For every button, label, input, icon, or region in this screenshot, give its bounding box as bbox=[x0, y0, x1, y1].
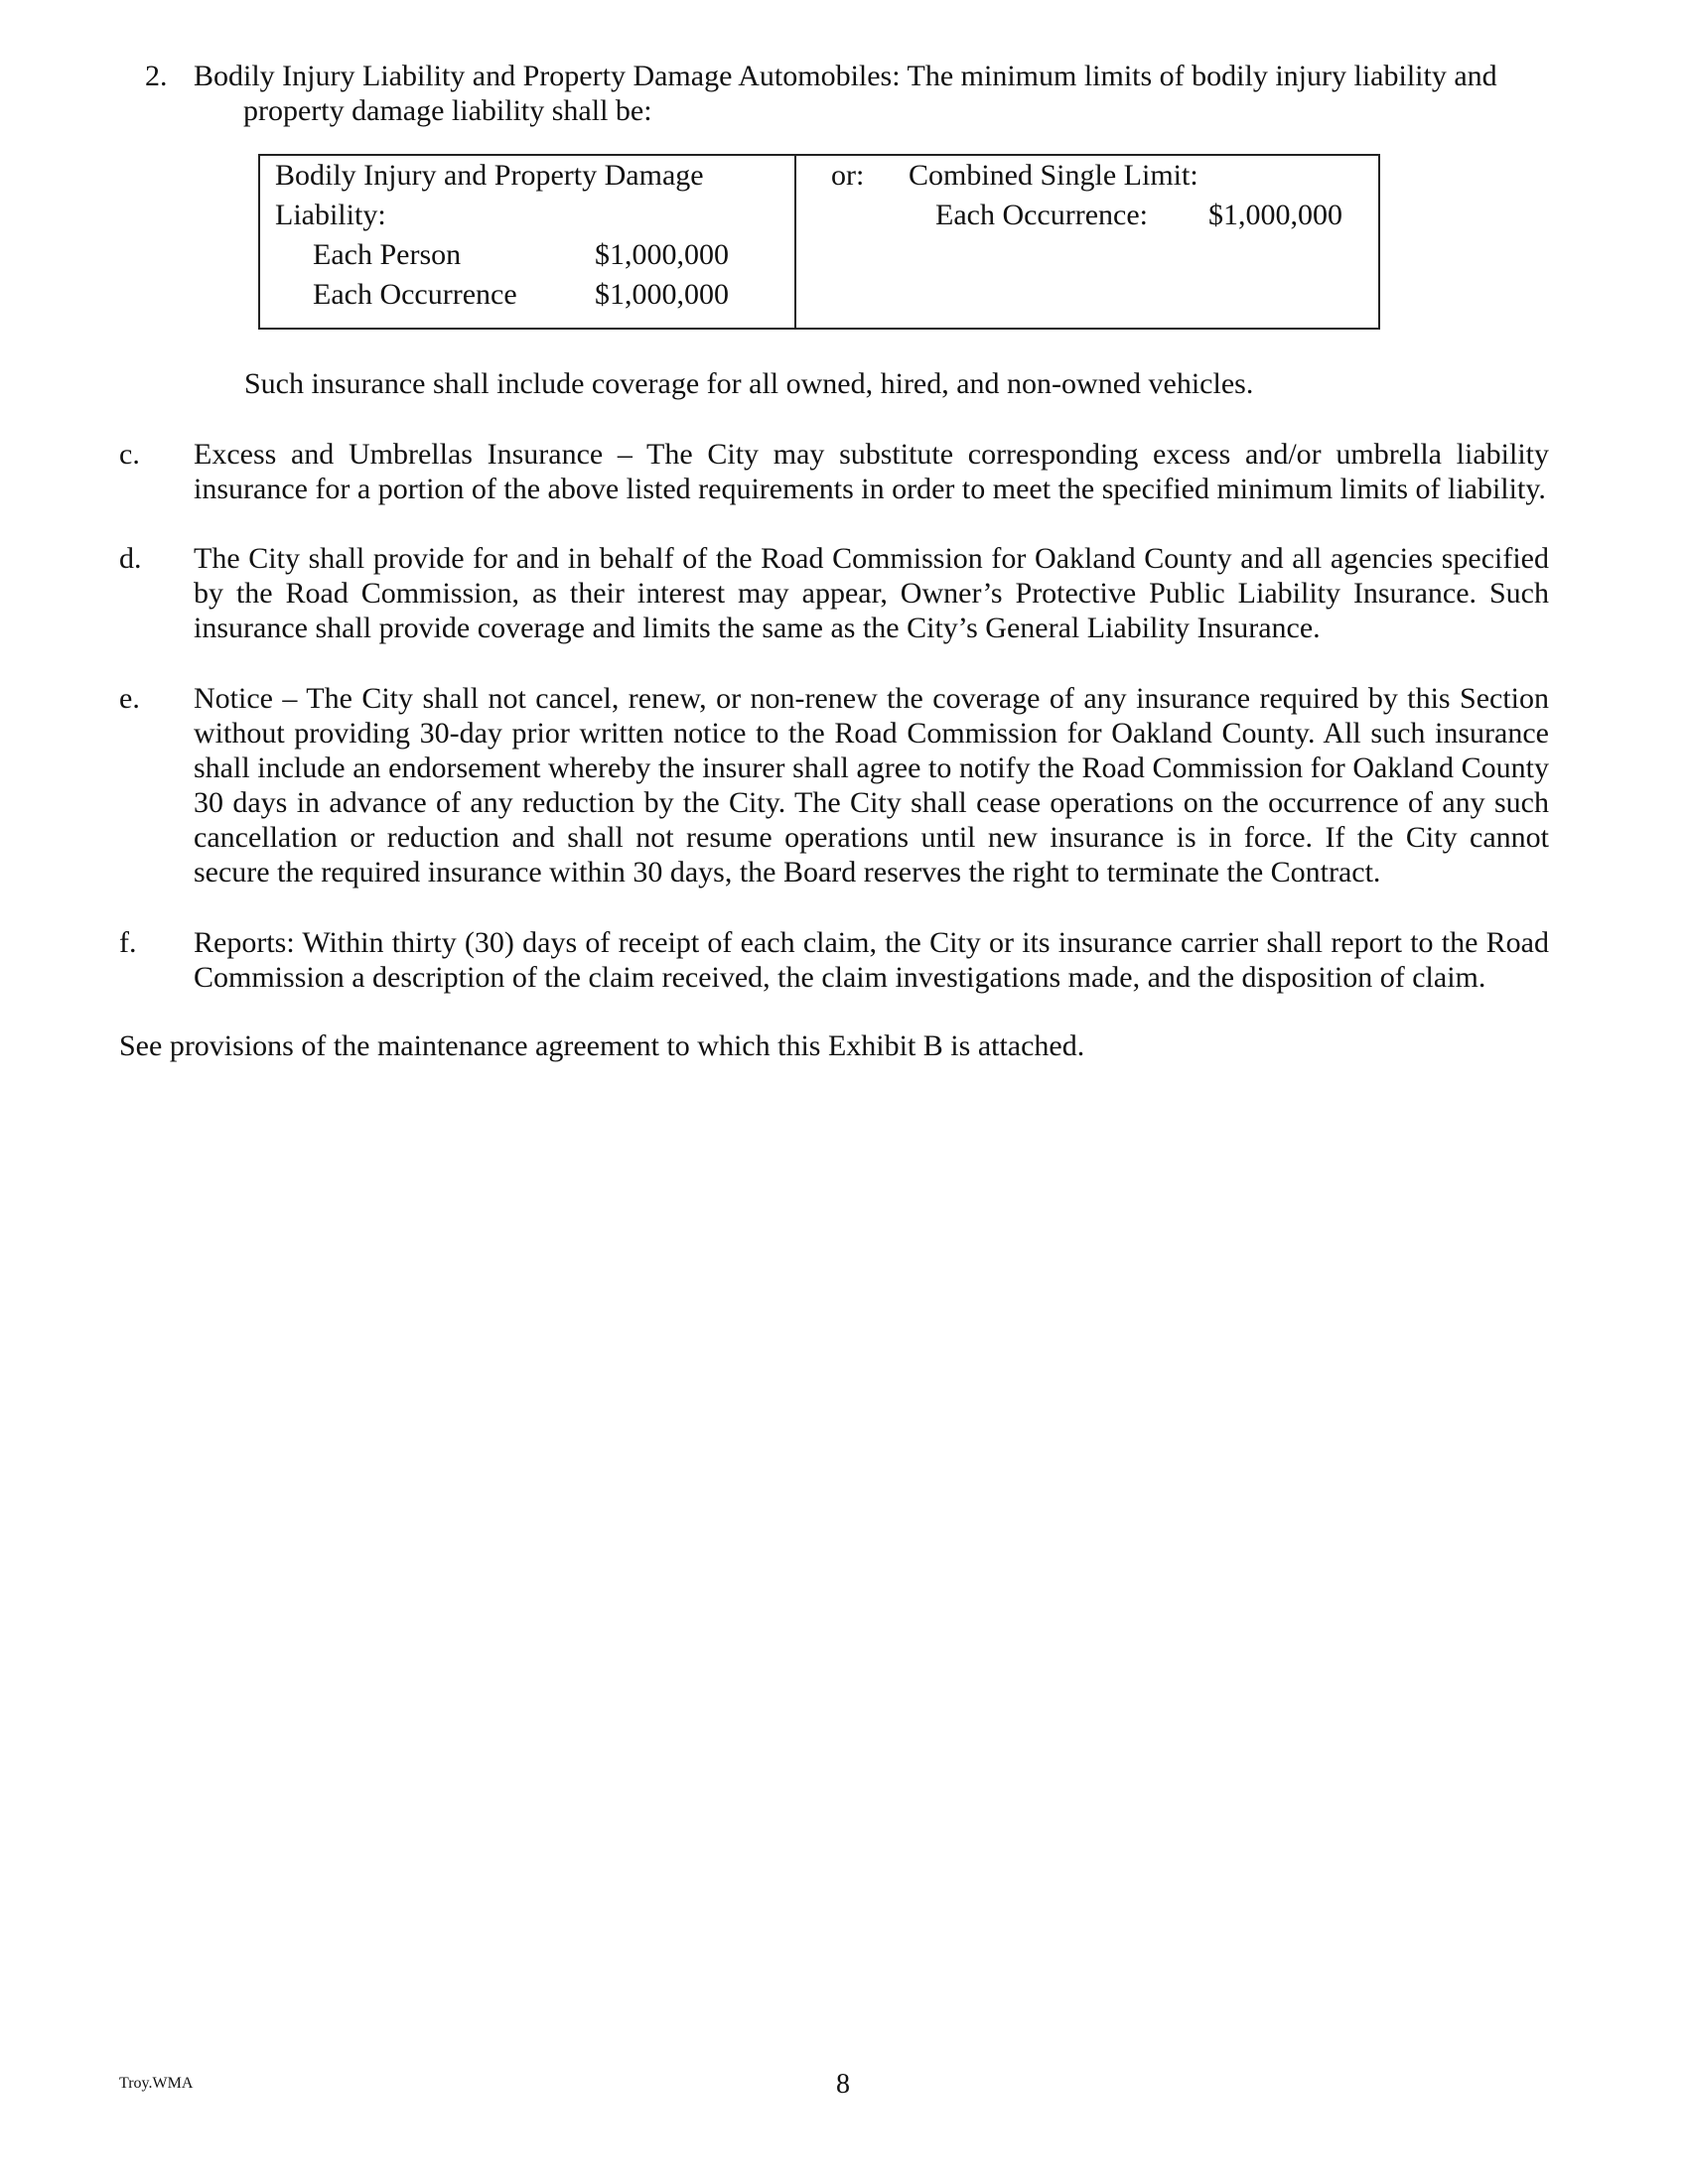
item-d-paragraph bbox=[194, 541, 1549, 645]
item-2-line-2: property damage liability shall be: bbox=[243, 94, 652, 127]
item-e-line: Notice – The City shall not cancel, renew, or non-renew the coverage of any insurance required by this Section bbox=[194, 682, 1549, 715]
liability-heading: Liability: bbox=[275, 199, 386, 231]
item-2-number: 2. bbox=[145, 60, 168, 92]
item-c-line: insurance for a portion of the above listed requirements in order to meet the specified minimum limits of liability. bbox=[194, 473, 1546, 505]
each-occurrence-label: Each Occurrence bbox=[313, 278, 517, 311]
item-2-line-1: Bodily Injury Liability and Property Damage Automobiles: The minimum limits of bodily injury liability and bbox=[194, 60, 1497, 92]
item-c-paragraph bbox=[194, 437, 1549, 506]
table-divider bbox=[794, 156, 796, 328]
item-e-line: 30 days in advance of any reduction by the City. The City shall cease operations on the occurrence of any such bbox=[194, 786, 1549, 819]
item-e-line: cancellation or reduction and shall not resume operations until new insurance is in force. If the City cannot bbox=[194, 821, 1549, 854]
page-number: 8 bbox=[836, 2069, 850, 2100]
item-f-paragraph bbox=[194, 925, 1549, 995]
item-2-text bbox=[194, 59, 1559, 128]
combined-occurrence-value: $1,000,000 bbox=[1208, 199, 1342, 231]
item-f-line: Commission a description of the claim received, the claim investigations made, and the disposition of claim. bbox=[194, 961, 1486, 994]
closing-statement: See provisions of the maintenance agreement to which this Exhibit B is attached. bbox=[119, 1029, 1085, 1062]
vehicles-coverage-note: Such insurance shall include coverage for all owned, hired, and non-owned vehicles. bbox=[244, 367, 1254, 400]
item-c-letter: c. bbox=[119, 438, 140, 471]
combined-single-limit-heading: Combined Single Limit: bbox=[909, 159, 1198, 192]
item-d-letter: d. bbox=[119, 542, 142, 575]
footer-doc-id: Troy.WMA bbox=[119, 2075, 194, 2092]
each-person-label: Each Person bbox=[313, 238, 462, 271]
each-occurrence-value: $1,000,000 bbox=[595, 278, 729, 311]
item-d-line: by the Road Commission, as their interest may appear, Owner’s Protective Public Liability Insurance. Such bbox=[194, 577, 1549, 610]
liability-limits-table bbox=[258, 154, 1380, 330]
item-f-line: Reports: Within thirty (30) days of receipt of each claim, the City or its insurance carrier shall report to the Road bbox=[194, 926, 1549, 959]
bodily-injury-heading: Bodily Injury and Property Damage bbox=[275, 159, 704, 192]
each-person-value: $1,000,000 bbox=[595, 238, 729, 271]
item-e-line: without providing 30-day prior written notice to the Road Commission for Oakland County. All such insurance bbox=[194, 717, 1549, 750]
item-c-line: Excess and Umbrellas Insurance – The City may substitute corresponding excess and/or umbrella liability bbox=[194, 438, 1549, 471]
combined-occurrence-label: Each Occurrence: bbox=[935, 199, 1149, 231]
item-d-line: insurance shall provide coverage and limits the same as the City’s General Liability Insurance. bbox=[194, 612, 1321, 644]
item-e-line: secure the required insurance within 30 days, the Board reserves the right to terminate the Contract. bbox=[194, 856, 1381, 888]
item-d-line: The City shall provide for and in behalf of the Road Commission for Oakland County and all agencies specified bbox=[194, 542, 1549, 575]
item-f-letter: f. bbox=[119, 926, 137, 959]
item-e-line: shall include an endorsement whereby the insurer shall agree to notify the Road Commission for Oakland County bbox=[194, 751, 1549, 784]
item-e-letter: e. bbox=[119, 682, 140, 715]
or-label: or: bbox=[831, 159, 865, 192]
item-e-paragraph bbox=[194, 681, 1549, 889]
